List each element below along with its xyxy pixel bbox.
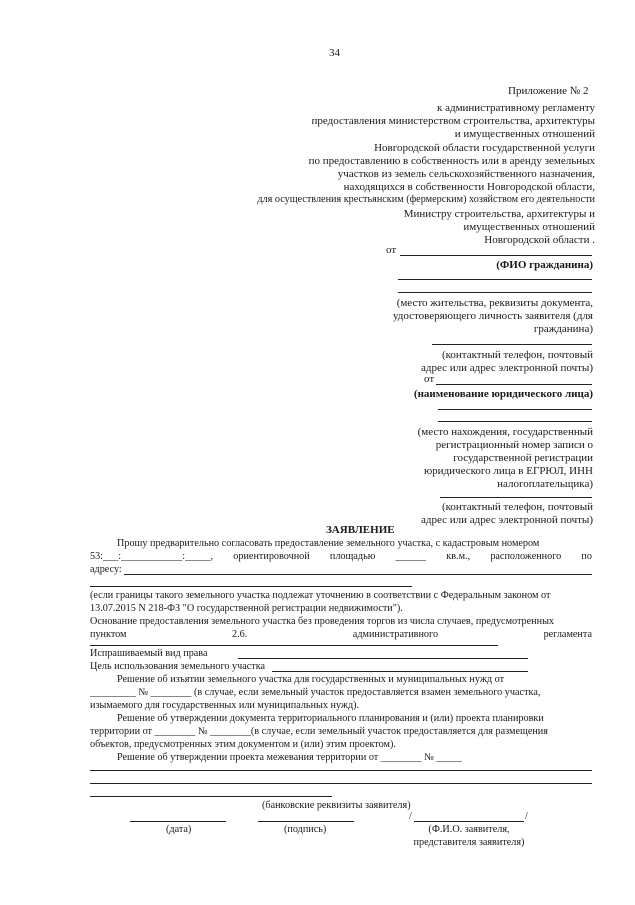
input-line (238, 658, 528, 659)
body-text: Решение об утверждении проекта межевания территории от ________ № _____ (117, 752, 462, 763)
header-line: участков из земель сельскохозяйственного назначения, (337, 168, 595, 180)
slash: / (525, 811, 528, 822)
body-text: Основание предоставления земельного участка без проведения торгов из числа случаев, предусмотренных (90, 616, 555, 627)
purpose-label: Цель использования земельного участка (90, 661, 266, 672)
fio-line (414, 821, 524, 822)
location-label: (место нахождения, государственный (417, 426, 593, 438)
body-text: изымаемого для государственных или муниципальных нужд). (90, 700, 360, 711)
body-line (90, 550, 592, 563)
header-line: и имущественных отношений (454, 128, 595, 140)
address-line (124, 574, 592, 575)
body-word: ориентировочной (233, 551, 310, 562)
body-text: (если границы такого земельного участка подлежат уточнению в соответствии с Федеральным законом от (90, 590, 551, 601)
input-line (90, 770, 592, 771)
addressee-line: имущественных отношений (463, 221, 595, 233)
body-text: территории от ________ № ________(в случае, если земельный участок предоставляется для размещения (90, 726, 548, 737)
from-label: от (386, 244, 397, 256)
date-label: (дата) (166, 824, 192, 835)
contacts-label: (контактный телефон, почтовый (441, 349, 593, 361)
page-number: 34 (329, 47, 340, 59)
input-line (398, 292, 592, 293)
body-word: расположенного (490, 551, 562, 562)
address-label: адресу: (90, 564, 122, 575)
bank-details-label: (банковские реквизиты заявителя) (262, 800, 411, 811)
addressee-line: Министру строительства, архитектуры и (403, 208, 595, 220)
cadastral-number-field: 53:___:____________:_____, (90, 551, 214, 562)
address-line (90, 586, 412, 587)
input-line (398, 279, 592, 280)
residence-label: (место жительства, реквизиты документа, (396, 297, 593, 309)
location-label: регистрационный номер записи о (435, 439, 593, 451)
body-word: пунктом (90, 629, 127, 640)
signature-line (258, 821, 354, 822)
fio-applicant-label: (Ф.И.О. заявителя, (428, 824, 510, 835)
body-word: площадью (329, 551, 376, 562)
body-line (90, 628, 592, 641)
body-text: _________ № ________ (в случае, если земельный участок предоставляется взамен земельного участка, (90, 687, 541, 698)
right-label: Испрашиваемый вид права (90, 648, 208, 659)
header-line: по предоставлению в собственность или в аренду земельных (308, 155, 595, 167)
location-label: юридического лица в ЕГРЮЛ, ИНН (423, 465, 593, 477)
from-label-2: от (424, 373, 435, 385)
body-text: Прошу предварительно согласовать предоставление земельного участка, с кадастровым номером (117, 538, 540, 549)
contacts-label: (контактный телефон, почтовый (441, 501, 593, 513)
body-word: кв.м., (446, 551, 471, 562)
input-line (438, 409, 592, 410)
input-line (90, 645, 498, 646)
date-line (130, 821, 226, 822)
body-word: административного (352, 629, 439, 640)
header-line: предоставления министерством строительства, архитектуры (311, 115, 595, 127)
input-line (440, 497, 592, 498)
contacts-label: адрес или адрес электронной почты) (421, 362, 593, 374)
input-line (438, 421, 592, 422)
body-word: 2.6. (232, 629, 248, 640)
statement-title: ЗАЯВЛЕНИЕ (326, 524, 395, 536)
signature-label: (подпись) (284, 824, 327, 835)
body-text: Решение об изъятии земельного участка для государственных и муниципальных нужд от (117, 674, 505, 685)
fio-applicant-label: представителя заявителя) (413, 837, 525, 848)
residence-label: гражданина) (533, 323, 593, 335)
header-line: для осуществления крестьянским (фермерским) хозяйством его деятельности (257, 194, 595, 205)
contacts-label: адрес или адрес электронной почты) (421, 514, 593, 526)
body-text: Решение об утверждении документа территориального планирования и (или) проекта планировки (117, 713, 544, 724)
applicant-line (400, 255, 592, 256)
addressee-line: Новгородской области . (484, 234, 595, 246)
header-line: к административному регламенту (437, 102, 595, 114)
location-label: налогоплательщика) (497, 478, 593, 490)
input-line (272, 671, 528, 672)
appendix-title: Приложение № 2 (508, 85, 589, 97)
input-line (90, 796, 332, 797)
org-label: (наименование юридического лица) (413, 388, 593, 400)
body-text: объектов, предусмотренных этим документом и (или) этим проектом). (90, 739, 396, 750)
fio-label: (ФИО гражданина) (496, 259, 593, 271)
body-word: регламента (543, 629, 592, 640)
input-line (432, 344, 592, 345)
header-line: Новгородской области государственной услуги (374, 142, 595, 154)
area-field: ______ (395, 551, 427, 562)
location-label: государственной регистрации (453, 452, 593, 464)
residence-label: удостоверяющего личность заявителя (для (392, 310, 593, 322)
slash: / (409, 811, 412, 822)
body-word: по (581, 551, 592, 562)
input-line (90, 783, 592, 784)
body-text: 13.07.2015 N 218-ФЗ "О государственной регистрации недвижимости"). (90, 603, 403, 614)
input-line (436, 384, 592, 385)
header-line: находящихся в собственности Новгородской области, (343, 181, 595, 193)
